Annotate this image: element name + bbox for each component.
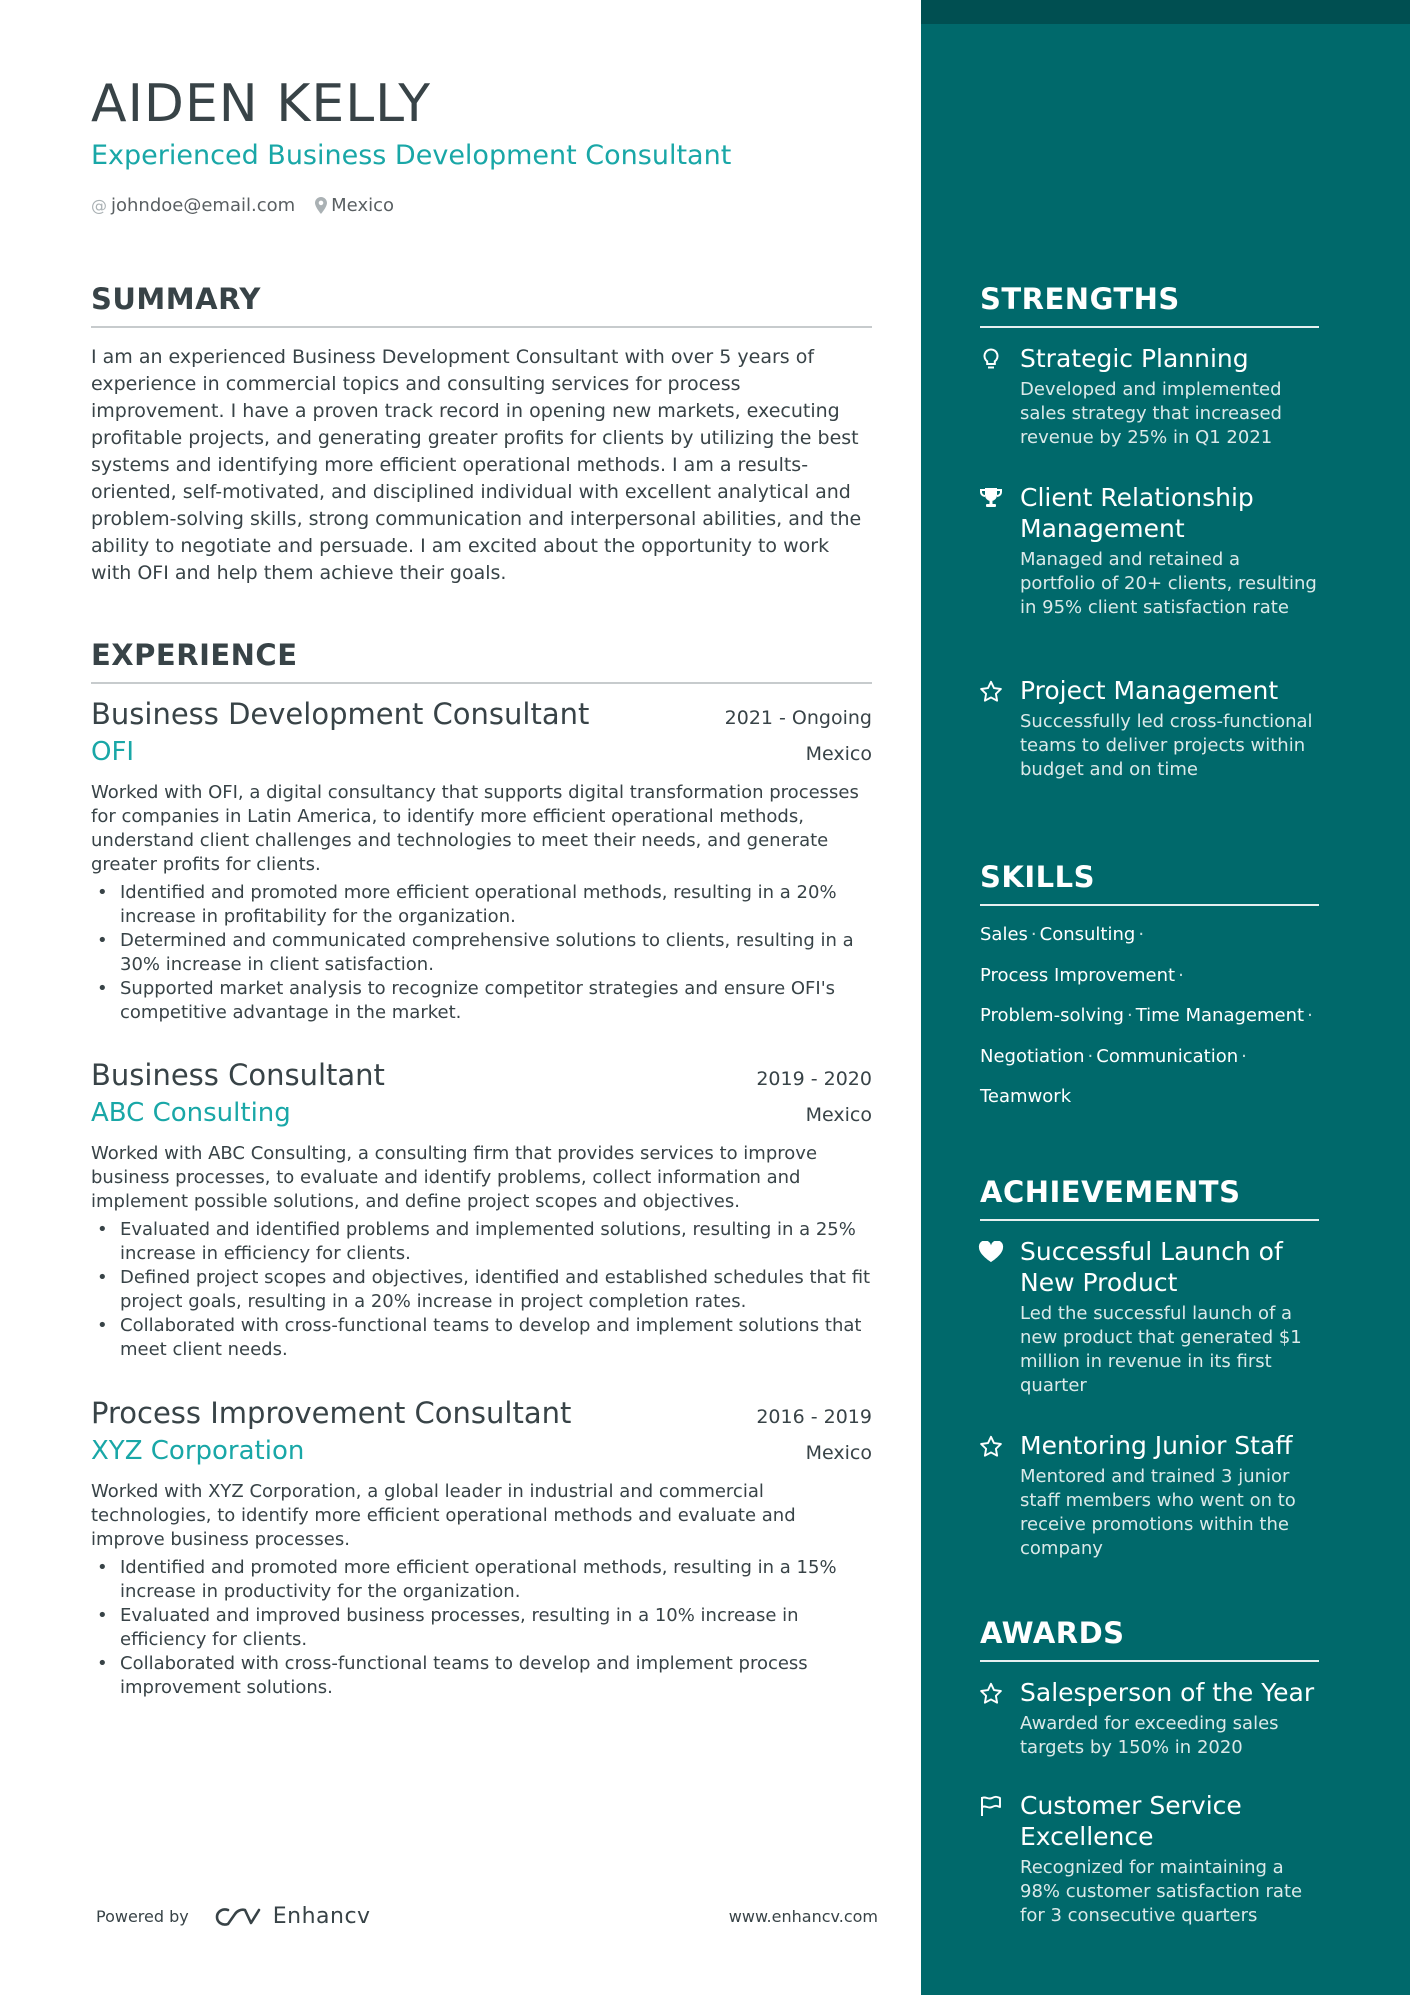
job-bullet: • Determined and communicated comprehensive solutions to clients, resulting in a 30% increase in client satisfaction.: [91, 929, 872, 977]
job-bullet: • Evaluated and improved business processes, resulting in a 10% increase in efficiency for clients.: [91, 1604, 872, 1652]
powered-by-label: Powered by: [96, 1907, 189, 1926]
star-icon: [978, 1677, 1004, 1707]
achievement-description: Mentored and trained 3 junior staff members who went on to receive promotions within the company: [1020, 1466, 1296, 1559]
enhancv-logo[interactable]: [215, 1904, 371, 1929]
achievement-item: [978, 1236, 1318, 1398]
achievement-description: Led the successful launch of a new product that generated $1 million in revenue in its first quarter: [1020, 1303, 1302, 1396]
job-company: OFI: [91, 737, 135, 767]
skill-tag: Teamwork: [980, 1086, 1072, 1107]
skill-tag: Consulting: [1039, 924, 1136, 945]
job-company: ABC Consulting: [91, 1098, 291, 1128]
sidebar-top-band: [921, 0, 1410, 24]
contact-info: [91, 195, 394, 216]
skills-list: [980, 921, 1380, 1124]
skill-tag: Sales: [980, 924, 1028, 945]
achievement-item: [978, 1430, 1318, 1561]
job-dates: 2016 - 2019: [756, 1406, 872, 1428]
job-dates: 2019 - 2020: [756, 1068, 872, 1090]
job-description: Worked with ABC Consulting, a consulting firm that provides services to improve business processes, to evaluate and identify problems, collect information and implement possible solutions, and define project scopes and objectives.: [91, 1143, 818, 1212]
job-bullet: • Collaborated with cross-functional teams to develop and implement process improvement solutions.: [91, 1652, 872, 1700]
skill-tag: Time Management: [1135, 1005, 1305, 1026]
award-title: Salesperson of the Year: [1020, 1678, 1315, 1707]
strength-description: Developed and implemented sales strategy that increased revenue by 25% in Q1 2021: [1020, 379, 1282, 448]
award-title: Customer Service Excellence: [1020, 1791, 1242, 1851]
flag-icon: [978, 1790, 1004, 1820]
job-bullet: • Evaluated and identified problems and implemented solutions, resulting in a 25% increase in efficiency for clients.: [91, 1218, 872, 1266]
job-location: Mexico: [805, 1442, 872, 1464]
summary-heading: SUMMARY: [91, 282, 872, 328]
website-link[interactable]: www.enhancv.com: [728, 1907, 878, 1926]
job-entry: [91, 1058, 872, 1362]
award-description: Recognized for maintaining a 98% customer satisfaction rate for 3 consecutive quarters: [1020, 1857, 1303, 1926]
star-icon: [978, 675, 1004, 705]
strength-description: Successfully led cross-functional teams to deliver projects within budget and on time: [1020, 711, 1313, 780]
skill-tag: Communication: [1096, 1045, 1239, 1067]
email-link[interactable]: johndoe@email.com: [111, 195, 296, 216]
job-location: Mexico: [805, 743, 872, 765]
page-footer: [96, 1904, 878, 1929]
skill-tag: Problem-solving: [980, 1005, 1124, 1026]
enhancv-brand-text: Enhancv: [272, 1904, 371, 1929]
job-bullet: • Supported market analysis to recognize competitor strategies and ensure OFI's competitive advantage in the market.: [91, 977, 872, 1025]
star-icon: [978, 1430, 1004, 1460]
achievement-title: Successful Launch of New Product: [1020, 1237, 1283, 1297]
strength-item: [978, 675, 1318, 782]
job-description: Worked with OFI, a digital consultancy that supports digital transformation processes for companies in Latin America, to identify more efficient operational methods, understand client challenges and technologies to meet their needs, and generate greater profits for clients.: [91, 782, 859, 875]
skills-heading: SKILLS: [980, 860, 1319, 906]
candidate-headline: Experienced Business Development Consultant: [91, 140, 732, 171]
award-item: [978, 1790, 1318, 1928]
strength-item: [978, 343, 1318, 450]
job-description: Worked with XYZ Corporation, a global leader in industrial and commercial technologies, to identify more efficient operational methods and evaluate and improve business processes.: [91, 1481, 796, 1550]
strength-title: Project Management: [1020, 676, 1279, 705]
powered-by: [96, 1904, 371, 1929]
strengths-heading: STRENGTHS: [980, 282, 1319, 328]
job-bullet-list: [91, 1218, 872, 1362]
job-bullet: • Identified and promoted more efficient operational methods, resulting in a 20% increase in profitability for the organization.: [91, 881, 872, 929]
skill-line: Sales · Consulting ·: [980, 924, 1145, 945]
heart-icon: [978, 1236, 1004, 1266]
location-text: Mexico: [331, 195, 395, 216]
skill-line: Negotiation · Communication ·: [980, 1045, 1247, 1067]
job-entry: [91, 1396, 872, 1700]
candidate-name: AIDEN KELLY: [91, 74, 431, 134]
job-bullet: • Defined project scopes and objectives, identified and established schedules that fit project goals, resulting in a 20% increase in project completion rates.: [91, 1266, 872, 1314]
strength-title: Strategic Planning: [1020, 344, 1249, 373]
sidebar: [921, 0, 1410, 1995]
awards-heading: AWARDS: [980, 1616, 1319, 1662]
experience-heading: EXPERIENCE: [91, 638, 872, 684]
summary-text: I am an experienced Business Development Consultant with over 5 years of experience in commercial topics and consulting services for process improvement. I have a proven track record in opening new markets, executing profitable projects, and generating greater profits for clients by utilizing the best systems and identifying more efficient operational methods. I am a results-oriented, self-motivated, and disciplined individual with excellent analytical and problem-solving skills, strong communication and interpersonal abilities, and the ability to negotiate and persuade. I am excited about the opportunity to work with OFI and help them achieve their goals.: [91, 346, 862, 584]
achievement-title: Mentoring Junior Staff: [1020, 1431, 1293, 1460]
lightbulb-icon: [978, 343, 1004, 373]
skill-line: Process Improvement ·: [980, 964, 1184, 986]
skill-tag: Negotiation: [980, 1045, 1085, 1067]
job-title: Business Development Consultant: [91, 697, 590, 731]
at-sign-icon: @: [91, 196, 107, 215]
job-bullet: • Collaborated with cross-functional teams to develop and implement solutions that meet client needs.: [91, 1314, 872, 1362]
skill-tag: Process Improvement: [980, 964, 1176, 986]
job-title: Business Consultant: [91, 1058, 385, 1092]
strength-description: Managed and retained a portfolio of 20+ clients, resulting in 95% client satisfaction rate: [1020, 549, 1317, 618]
skill-line: [980, 1083, 1380, 1124]
achievements-heading: ACHIEVEMENTS: [980, 1175, 1319, 1221]
strength-title: Client Relationship Management: [1020, 483, 1254, 543]
job-bullet: • Identified and promoted more efficient operational methods, resulting in a 15% increase in productivity for the organization.: [91, 1556, 872, 1604]
job-location: Mexico: [805, 1104, 872, 1126]
job-bullet-list: [91, 881, 872, 1025]
location-pin-icon: [315, 197, 327, 214]
award-description: Awarded for exceeding sales targets by 150% in 2020: [1020, 1713, 1279, 1758]
job-entry: [91, 697, 872, 1025]
enhancv-logo-icon: [215, 1906, 261, 1928]
trophy-icon: [978, 482, 1004, 512]
job-bullet-list: [91, 1556, 872, 1700]
award-item: [978, 1677, 1318, 1760]
strength-item: [978, 482, 1318, 620]
job-title: Process Improvement Consultant: [91, 1396, 572, 1430]
job-dates: 2021 - Ongoing: [724, 707, 872, 729]
skill-line: Problem-solving · Time Management ·: [980, 1005, 1313, 1026]
job-company: XYZ Corporation: [91, 1436, 305, 1466]
